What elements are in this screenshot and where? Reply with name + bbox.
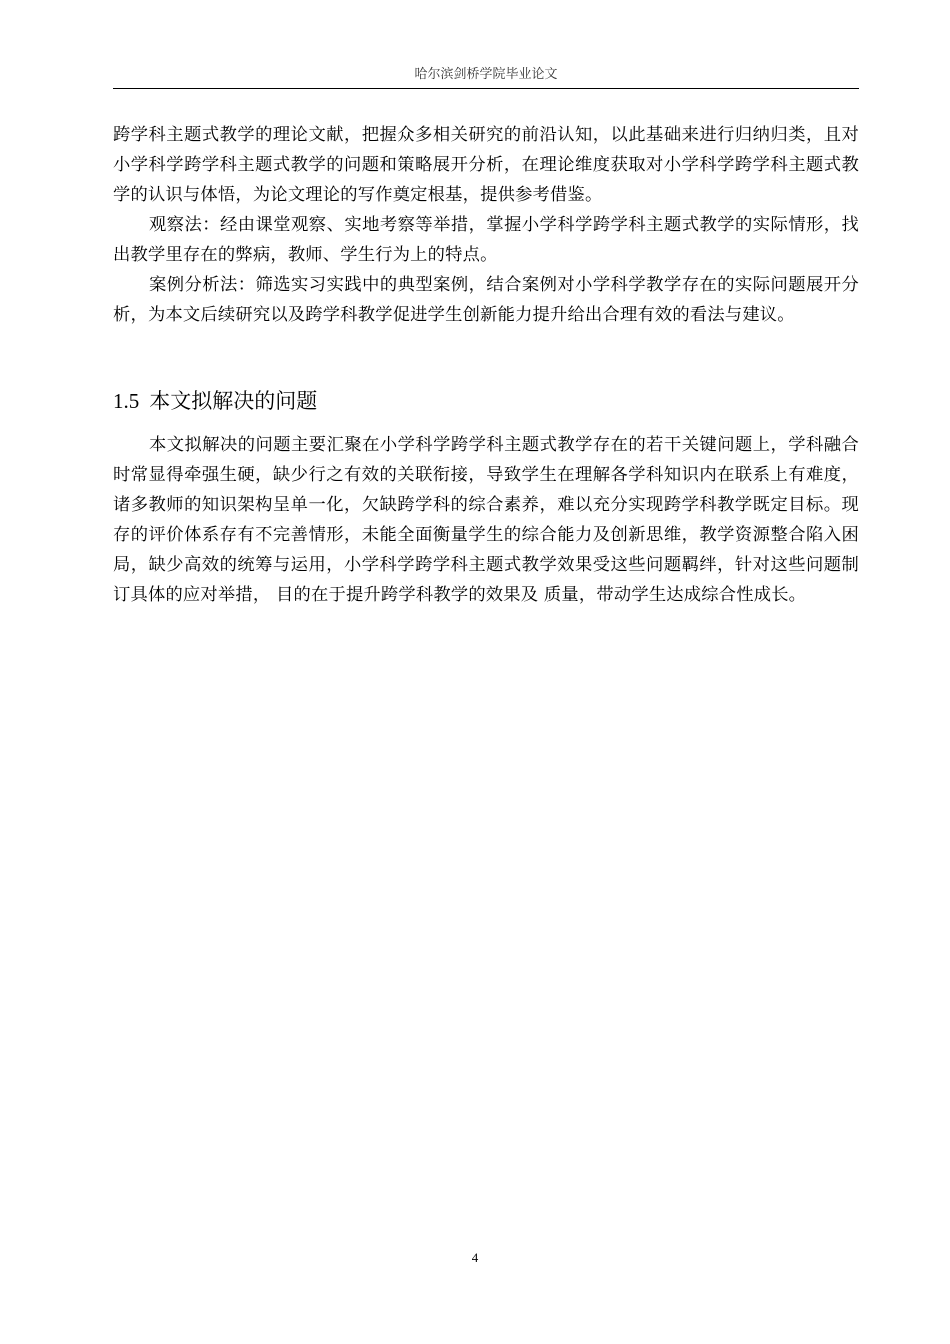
header-divider <box>113 88 859 89</box>
section-number: 1.5 <box>113 389 140 413</box>
paragraph-case-analysis-method: 案例分析法：筛选实习实践中的典型案例，结合案例对小学科学教学存在的实际问题展开分析，为本文后续研究以及跨学科教学促进学生创新能力提升给出合理有效的看法与建议。 <box>113 275 859 325</box>
paragraph-literature-method: 跨学科主题式教学的理论文献，把握众多相关研究的前沿认知，以此基础来进行归纳归类，且对小学科学跨学科主题式教学的问题和策略展开分析，在理论维度获取对小学科学跨学科主题式教学的认识与体悟，为论文理论的写作奠定根基，提供参考借鉴。 <box>113 125 859 205</box>
section-body <box>113 430 859 610</box>
section-title: 本文拟解决的问题 <box>149 389 318 413</box>
running-header: 哈尔滨剑桥学院毕业论文 <box>414 67 558 82</box>
body-text-block <box>113 120 859 330</box>
page-number: 4 <box>471 1250 479 1265</box>
paragraph-observation-method: 观察法：经由课堂观察、实地考察等举措，掌握小学科学跨学科主题式教学的实际情形，找出教学里存在的弊病，教师、学生行为上的特点。 <box>113 215 859 265</box>
paragraph-problems: 本文拟解决的问题主要汇聚在小学科学跨学科主题式教学存在的若干关键问题上，学科融合时常显得牵强生硬，缺少行之有效的关联衔接，导致学生在理解各学科知识内在联系上有难度，诸多教师的知识架构呈单一化，欠缺跨学科的综合素养，难以充分实现跨学科教学既定目标。现存的评价体系存有不完善情形，未能全面衡量学生的综合能力及创新思维，教学资源整合陷入困局，缺少高效的统筹与运用，小学科学跨学科主题式教学效果受这些问题羁绊，针对这些问题制订具体的应对举措， 目的在于提升跨学科教学的效果及 质量，带动学生达成综合性成长。 <box>113 435 859 605</box>
section-heading <box>113 386 859 416</box>
